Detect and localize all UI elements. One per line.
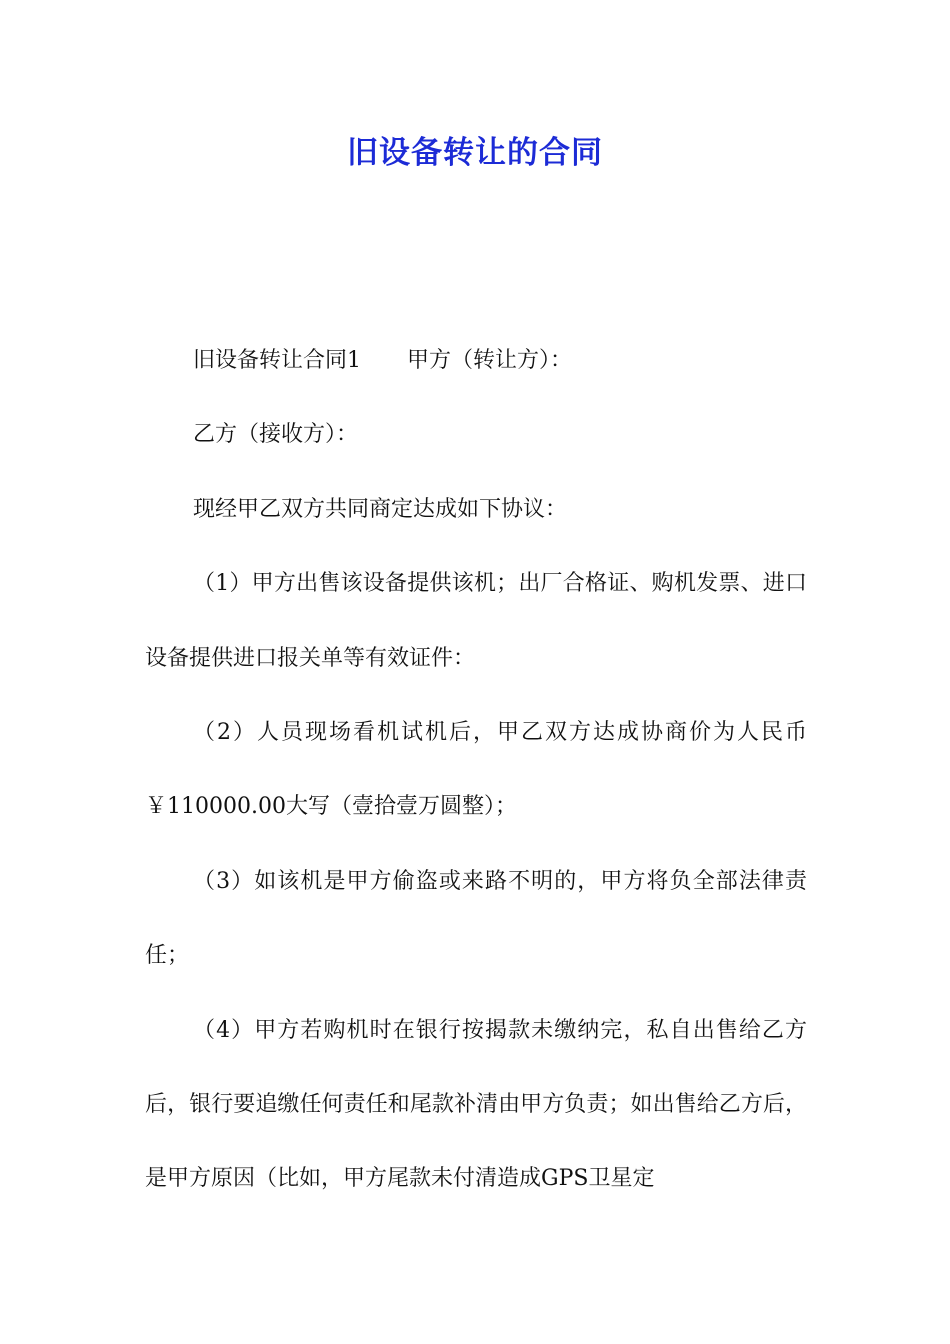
party-b-label: 乙方（接收方）：: [193, 422, 359, 448]
clause-3: （3）如该机是甲方偷盗或来路不明的，甲方将负全部法律责任；: [145, 868, 807, 969]
document-body: [145, 324, 807, 1217]
clause-4: （4）甲方若购机时在银行按揭款未缴纳完，私自出售给乙方后，银行要追缴任何责任和尾款补清由甲方负责；如出售给乙方后，是甲方原因（比如，甲方尾款未付清造成GPS卫星定: [145, 1017, 807, 1192]
agreement-intro: 现经甲乙双方共同商定达成如下协议：: [193, 496, 568, 522]
clause-1: （1）甲方出售该设备提供该机；出厂合格证、购机发票、进口设备提供进口报关单等有效证件：: [145, 571, 807, 671]
contract-number-text: 旧设备转让合同1: [193, 348, 361, 373]
document-title: 旧设备转让的合同: [347, 135, 603, 171]
clause-2: （2）人员现场看机试机后，甲乙双方达成协商价为人民币￥110000.00大写（壹拾壹万圆整）；: [145, 720, 807, 820]
paragraph-contract-header: [145, 324, 807, 398]
party-a-label: 甲方（转让方）：: [407, 348, 573, 373]
